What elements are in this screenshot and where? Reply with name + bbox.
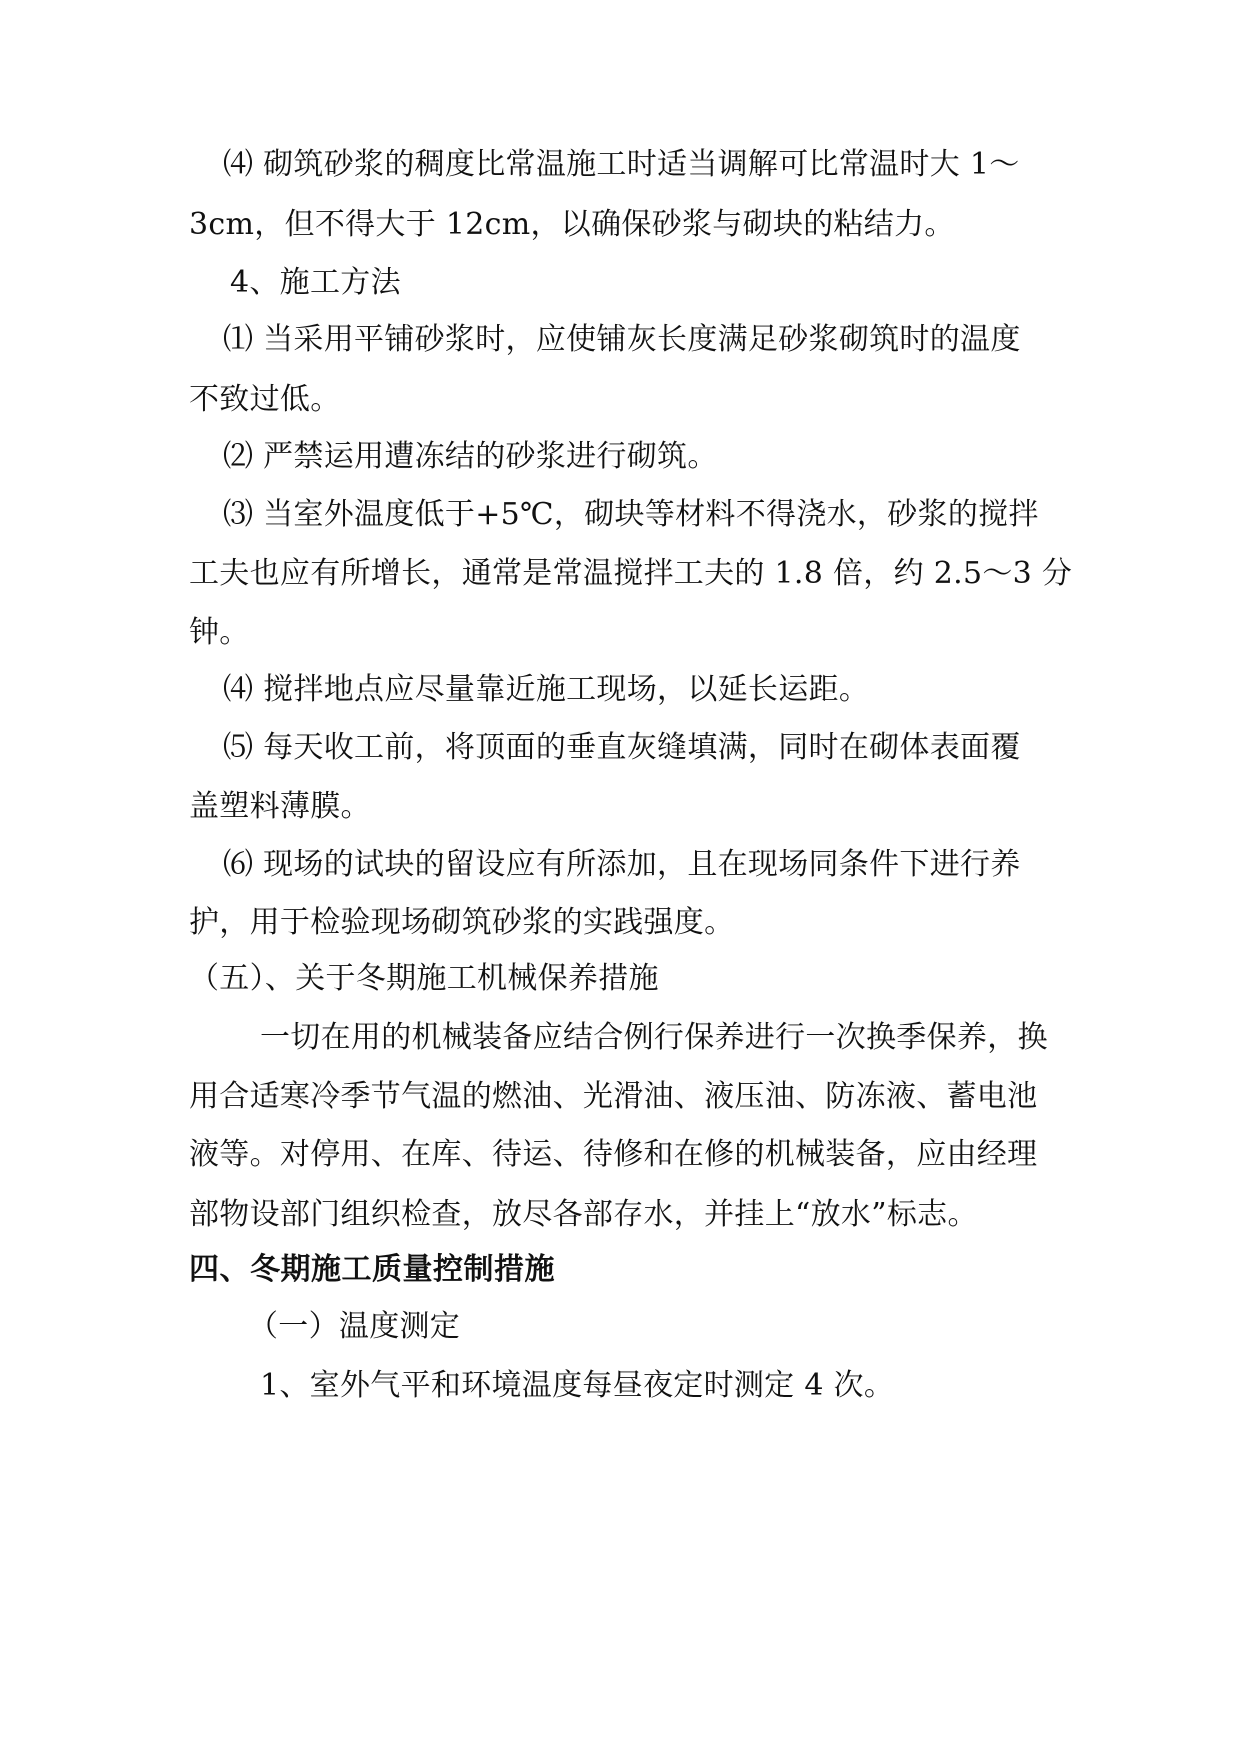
paragraph-line-8: 钟。 (189, 615, 250, 650)
paragraph-line-9: ⑷ 搅拌地点应尽量靠近施工现场，以延长运距。 (223, 672, 870, 707)
paragraph-line-10: ⑸ 每天收工前，将顶面的垂直灰缝填满，同时在砌体表面覆 (223, 730, 1021, 765)
paragraph-line-6: ⑶ 当室外温度低于+5℃，砌块等材料不得浇水，砂浆的搅拌 (223, 497, 1039, 532)
subsection-heading-machinery-maintenance: （五）、关于冬期施工机械保养措施 (189, 961, 659, 996)
paragraph-line-17: 部物设部门组织检查，放尽各部存水，并挂上“放水”标志。 (189, 1197, 978, 1232)
paragraph-line-4: 不致过低。 (189, 382, 341, 417)
paragraph-line-3: ⑴ 当采用平铺砂浆时，应使铺灰长度满足砂浆砌筑时的温度 (223, 322, 1021, 357)
paragraph-line-1: ⑷ 砌筑砂浆的稠度比常温施工时适当调解可比常温时大 1～ (223, 147, 1020, 182)
paragraph-line-14: 一切在用的机械装备应结合例行保养进行一次换季保养，换 (260, 1020, 1048, 1055)
paragraph-line-5: ⑵ 严禁运用遭冻结的砂浆进行砌筑。 (223, 439, 718, 474)
paragraph-line-7: 工夫也应有所增长，通常是常温搅拌工夫的 1.8 倍，约 2.5～3 分 (189, 556, 1073, 591)
paragraph-line-15: 用合适寒冷季节气温的燃油、光滑油、液压油、防冻液、蓄电池 (189, 1079, 1038, 1114)
paragraph-line-16: 液等。对停用、在库、待运、待修和在修的机械装备，应由经理 (189, 1137, 1038, 1172)
paragraph-line-12: ⑹ 现场的试块的留设应有所添加，且在现场同条件下进行养 (223, 847, 1021, 882)
subsection-heading-temperature-measurement: （一）温度测定 (248, 1309, 461, 1344)
paragraph-line-11: 盖塑料薄膜。 (189, 789, 371, 824)
section-heading-construction-method: 4、施工方法 (230, 265, 401, 300)
paragraph-line-2: 3cm，但不得大于 12cm，以确保砂浆与砌块的粘结力。 (189, 207, 955, 242)
section-heading-quality-control: 四、冬期施工质量控制措施 (189, 1252, 555, 1287)
paragraph-line-13: 护，用于检验现场砌筑砂浆的实践强度。 (189, 905, 735, 940)
paragraph-line-18: 1、室外气平和环境温度每昼夜定时测定 4 次。 (260, 1368, 895, 1403)
